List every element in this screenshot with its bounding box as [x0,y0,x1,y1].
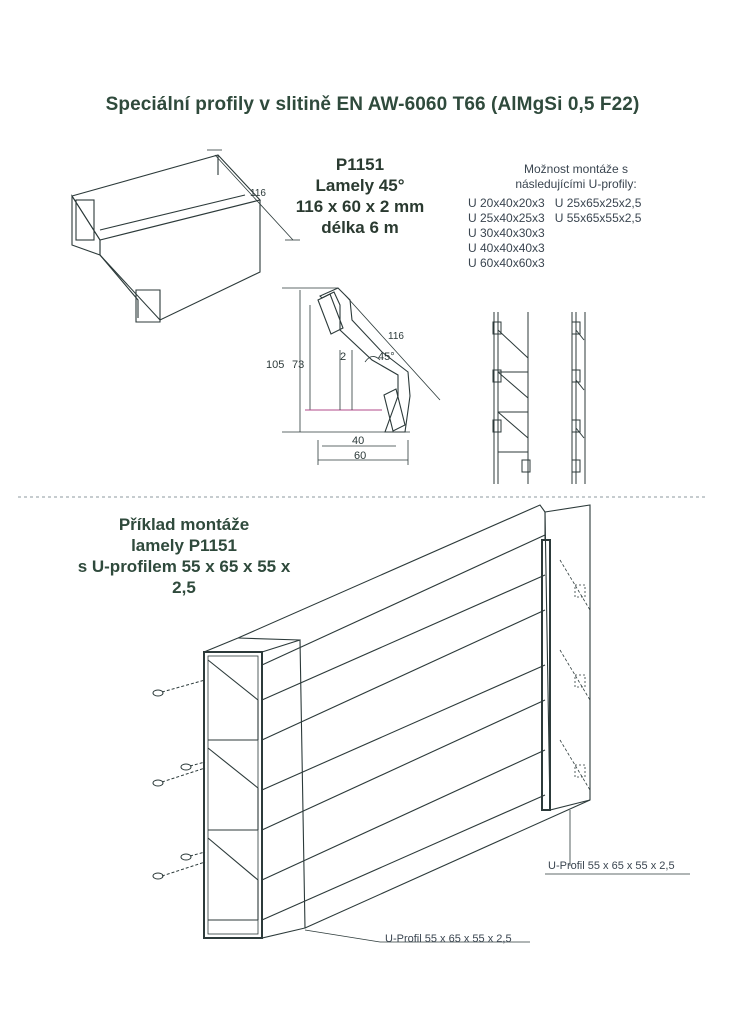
mounting-heading-line2: následujícími U-profily: [515,177,637,191]
u-profile-option: U 25x40x25x3 [468,211,545,225]
u-profile-label-bottom: U-Profil 55 x 65 x 55 x 2,5 [385,933,512,945]
u-profile-option: U 25x65x25x2,5 [554,196,642,210]
blank-mark [40,940,78,968]
u-profile-label-right: U-Profil 55 x 65 x 55 x 2,5 [548,860,675,872]
leader-bottom [305,930,380,942]
dim-angle: 45° [378,351,395,363]
u-profile-option: U 30x40x30x3 [468,226,545,240]
right-u-profile [542,505,590,810]
dim-2: 2 [340,351,347,363]
mounting-heading-line1: Možnost montáže s [523,162,629,176]
dim-73: 73 [292,359,305,371]
profile-type: Lamely 45° [315,176,405,195]
page-title: Speciální profily v slitině EN AW-6060 T66 (AlMgSi 0,5 F22) [105,94,640,115]
example-line1: Příklad montáže [118,515,250,534]
dim-iso-width: 116 [250,188,266,199]
dim-40: 40 [352,435,365,447]
dim-diag: 116 [388,331,404,342]
u-profile-option: U 55x65x55x2,5 [554,211,642,225]
u-profile-option: U 60x40x60x3 [468,256,545,270]
profile-size: 116 x 60 x 2 mm [295,197,425,216]
profile-code: P1151 [335,155,385,174]
profile-length: délka 6 m [321,218,399,237]
dim-60: 60 [354,450,367,462]
u-profile-option: U 20x40x20x3 [468,196,545,210]
example-line3: s U-profilem 55 x 65 x 55 x 2,5 [77,557,291,597]
example-line2: lamely P1151 [131,536,237,555]
left-u-profile [204,638,305,938]
screws [153,680,205,879]
u-profile-option: U 40x40x40x3 [468,241,545,255]
dim-105: 105 [266,359,285,371]
long-slats [208,505,590,928]
